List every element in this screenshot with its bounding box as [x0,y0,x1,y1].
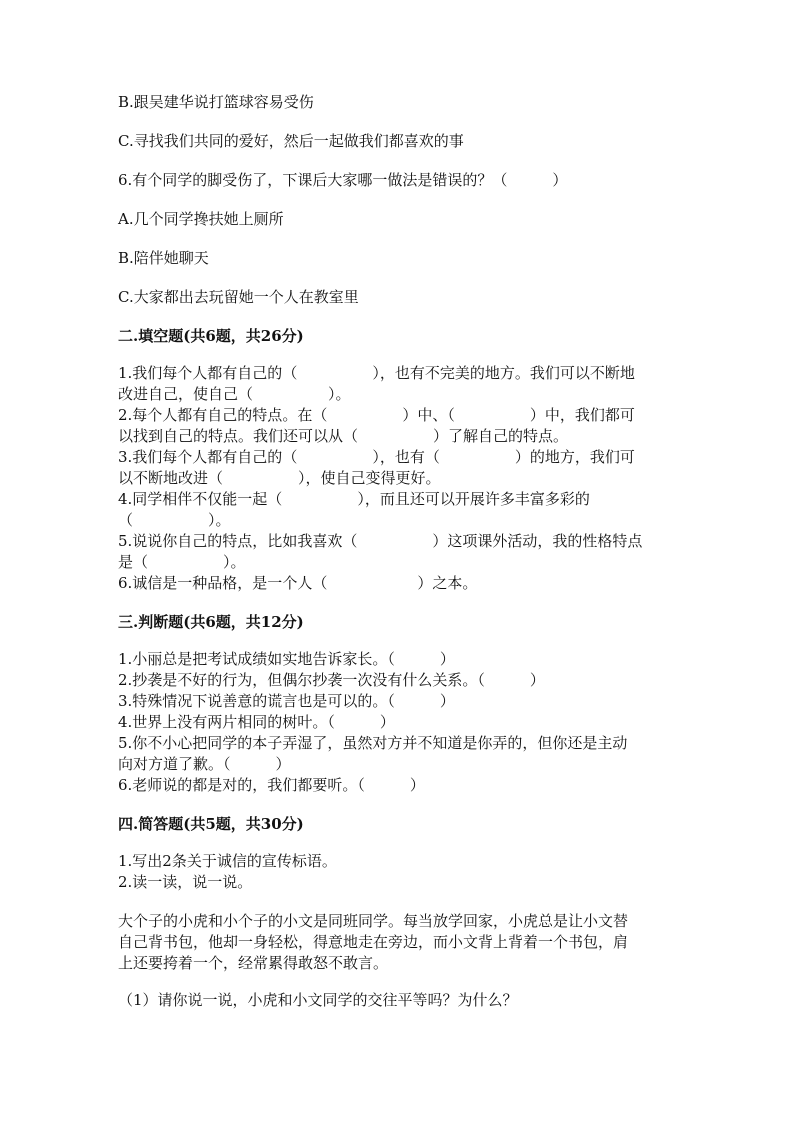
question-6: 6.有个同学的脚受伤了，下课后大家哪一做法是错误的？（ ） [118,171,568,189]
fill-q3-line2: 以不断地改进（ ），使自己变得更好。 [118,469,441,487]
fill-q6: 6.诚信是一种品格，是一个人（ ）之本。 [118,574,478,592]
section-heading-fill-blank: 二.填空题(共6题，共26分) [118,327,304,345]
sa-q2: 2.读一读，说一说。 [118,873,253,891]
section-heading-short-answer: 四.简答题(共5题，共30分) [118,815,304,833]
fill-q5-line1: 5.说说你自己的特点，比如我喜欢（ ）这项课外活动，我的性格特点 [118,532,643,550]
passage-line-1: 大个子的小虎和小个子的小文是同班同学。每当放学回家，小虎总是让小文替 [118,912,629,930]
fill-blank-section [118,326,688,594]
fill-q2-line1: 2.每个人都有自己的特点。在（ ）中、（ ）中，我们都可 [118,406,635,424]
fill-q2-line2: 以找到自己的特点。我们还可以从（ ）了解自己的特点。 [118,427,569,445]
tf-q2: 2.抄袭是不好的行为，但偶尔抄袭一次没有什么关系。（ ） [118,671,545,689]
sa-sub-question-1: （1）请你说一说，小虎和小文同学的交往平等吗？为什么？ [118,991,518,1009]
short-answer-section [118,814,688,1011]
fill-q4-line1: 4.同学相伴不仅能一起（ ），而且还可以开展许多丰富多彩的 [118,490,590,508]
sa-q1: 1.写出2条关于诚信的宣传标语。 [118,852,337,870]
option-c-leave-alone: C.大家都出去玩留她一个人在教室里 [118,288,359,306]
true-false-section [118,612,688,796]
option-a-help-toilet: A.几个同学搀扶她上厕所 [118,210,284,228]
fill-q3-line1: 3.我们每个人都有自己的（ ），也有（ ）的地方，我们可 [118,448,635,466]
section-heading-true-false: 三.判断题(共6题，共12分) [118,613,304,631]
tf-q6: 6.老师说的都是对的，我们都要听。（ ） [118,776,425,794]
tf-q4: 4.世界上没有两片相同的树叶。（ ） [118,713,395,731]
option-b-chat: B.陪伴她聊天 [118,249,209,267]
fill-q5-line2: 是（ ）。 [118,553,246,571]
fill-q1-line1: 1.我们每个人都有自己的（ ），也有不完美的地方。我们可以不断地 [118,364,635,382]
passage-line-2: 自己背书包，他却一身轻松，得意地走在旁边，而小文背上背着一个书包，肩 [118,933,629,951]
tf-q3: 3.特殊情况下说善意的谎言也是可以的。（ ） [118,692,455,710]
passage-line-3: 上还要挎着一个，经常累得敢怒不敢言。 [118,954,389,972]
tf-q5-line1: 5.你不小心把同学的本子弄湿了，虽然对方并不知道是你弄的，但你还是主动 [118,734,628,752]
tf-q1: 1.小丽总是把考试成绩如实地告诉家长。（ ） [118,650,455,668]
option-b-basketball: B.跟吴建华说打篮球容易受伤 [118,93,314,111]
reading-passage [118,911,688,974]
choice-section [118,92,688,308]
worksheet-page [118,92,688,1011]
fill-q1-line2: 改进自己，使自己（ ）。 [118,385,351,403]
fill-q4-line2: （ ）。 [118,511,231,529]
tf-q5-line2: 向对方道了歉。（ ） [118,755,291,773]
option-c-common-hobby: C.寻找我们共同的爱好，然后一起做我们都喜欢的事 [118,132,464,150]
